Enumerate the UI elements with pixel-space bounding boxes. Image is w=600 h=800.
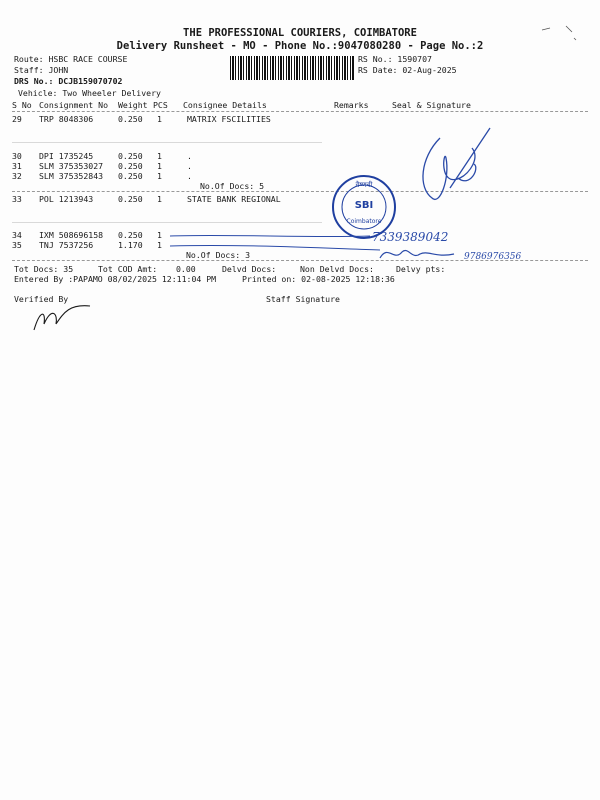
row-weight: 0.250 [118,161,143,171]
row-sno: 31 [12,161,22,171]
row-consignee: STATE BANK REGIONAL [187,194,281,204]
rs-no-label: RS No.: 1590707 [358,54,432,64]
row-pcs: 1 [157,230,162,240]
row-sno: 35 [12,240,22,250]
table-row [12,194,312,206]
group-divider [12,191,588,192]
row-pcs: 1 [157,161,162,171]
row-sno: 30 [12,151,22,161]
group-docs-count: No.Of Docs: 5 [200,181,265,191]
row-consignment: IXM 508696158 [39,230,104,240]
row-weight: 1.170 [118,240,143,250]
verified-by-label: Verified By [14,294,69,304]
company-title: THE PROFESSIONAL COURIERS, COIMBATORE [183,27,417,39]
total-docs: Tot Docs: 35 [14,264,74,274]
row-divider [12,222,322,223]
row-weight: 0.250 [118,194,143,204]
handwritten-phone-2: 9786976356 [464,252,522,262]
row-sno: 29 [12,114,22,124]
group-docs-count: No.Of Docs: 3 [186,250,251,260]
header-divider [12,111,588,112]
delivered-docs: Delvd Docs: [222,264,277,274]
col-consignment: Consignment No [39,100,109,110]
drs-label: DRS No.: DCJB159070702 [14,76,123,86]
row-consignee: . [187,151,192,161]
handwritten-signature [410,118,500,218]
total-cod-label: Tot COD Amt: [98,264,158,274]
col-consignee: Consignee Details [183,100,267,110]
row-consignee: . [187,171,192,181]
stamp-top-text: वैष्णवी [355,181,373,189]
row-sno: 33 [12,194,22,204]
verified-signature [30,300,100,336]
non-delivered-docs: Non Delvd Docs: [300,264,374,274]
row-consignment: TNJ 7537256 [39,240,94,250]
row-consignment: TRP 8048306 [39,114,94,124]
vehicle-label: Vehicle: Two Wheeler Delivery [18,88,161,98]
row-consignment: SLM 375353027 [39,161,104,171]
row-pcs: 1 [157,194,162,204]
printed-on: Printed on: 02-08-2025 12:18:36 [242,274,395,284]
staff-label: Staff: JOHN [14,65,69,75]
total-cod-value: 0.00 [176,264,196,274]
col-pcs: PCS [153,100,168,110]
row-consignment: DPI 1735245 [39,151,94,161]
row-sno: 32 [12,171,22,181]
row-pcs: 1 [157,151,162,161]
col-sno: S No [12,100,32,110]
col-remarks: Remarks [334,100,369,110]
col-weight: Weight [118,100,148,110]
row-weight: 0.250 [118,230,143,240]
row-consignment: POL 1213943 [39,194,94,204]
route-label: Route: HSBC RACE COURSE [14,54,128,64]
row-pcs: 1 [157,171,162,181]
handwritten-phone-1: 7339389042 [372,230,449,244]
row-sno: 34 [12,230,22,240]
row-pcs: 1 [157,240,162,250]
staff-signature-label: Staff Signature [266,294,340,304]
table-row [12,114,312,126]
runsheet-subtitle: Delivery Runsheet - MO - Phone No.:9047080280 - Page No.:2 [116,40,484,52]
row-pcs: 1 [157,114,162,124]
corner-mark [540,24,580,44]
delivery-points: Delvy pts: [396,264,446,274]
barcode [230,56,354,80]
col-seal: Seal & Signature [392,100,471,110]
rs-date-label: RS Date: 02-Aug-2025 [358,65,457,75]
stamp-bottom-text: Coimbatore [346,218,382,225]
row-weight: 0.250 [118,114,143,124]
row-consignee: MATRIX FSCILITIES [187,114,271,124]
row-weight: 0.250 [118,171,143,181]
row-weight: 0.250 [118,151,143,161]
entered-by: Entered By :PAPAMO 08/02/2025 12:11:04 PM [14,274,217,284]
row-consignee: . [187,161,192,171]
table-row [12,171,312,183]
row-divider [12,142,322,143]
stamp-center-text: SBI [354,200,374,211]
row-consignment: SLM 375352843 [39,171,104,181]
handwritten-receiver-signature [378,244,458,264]
